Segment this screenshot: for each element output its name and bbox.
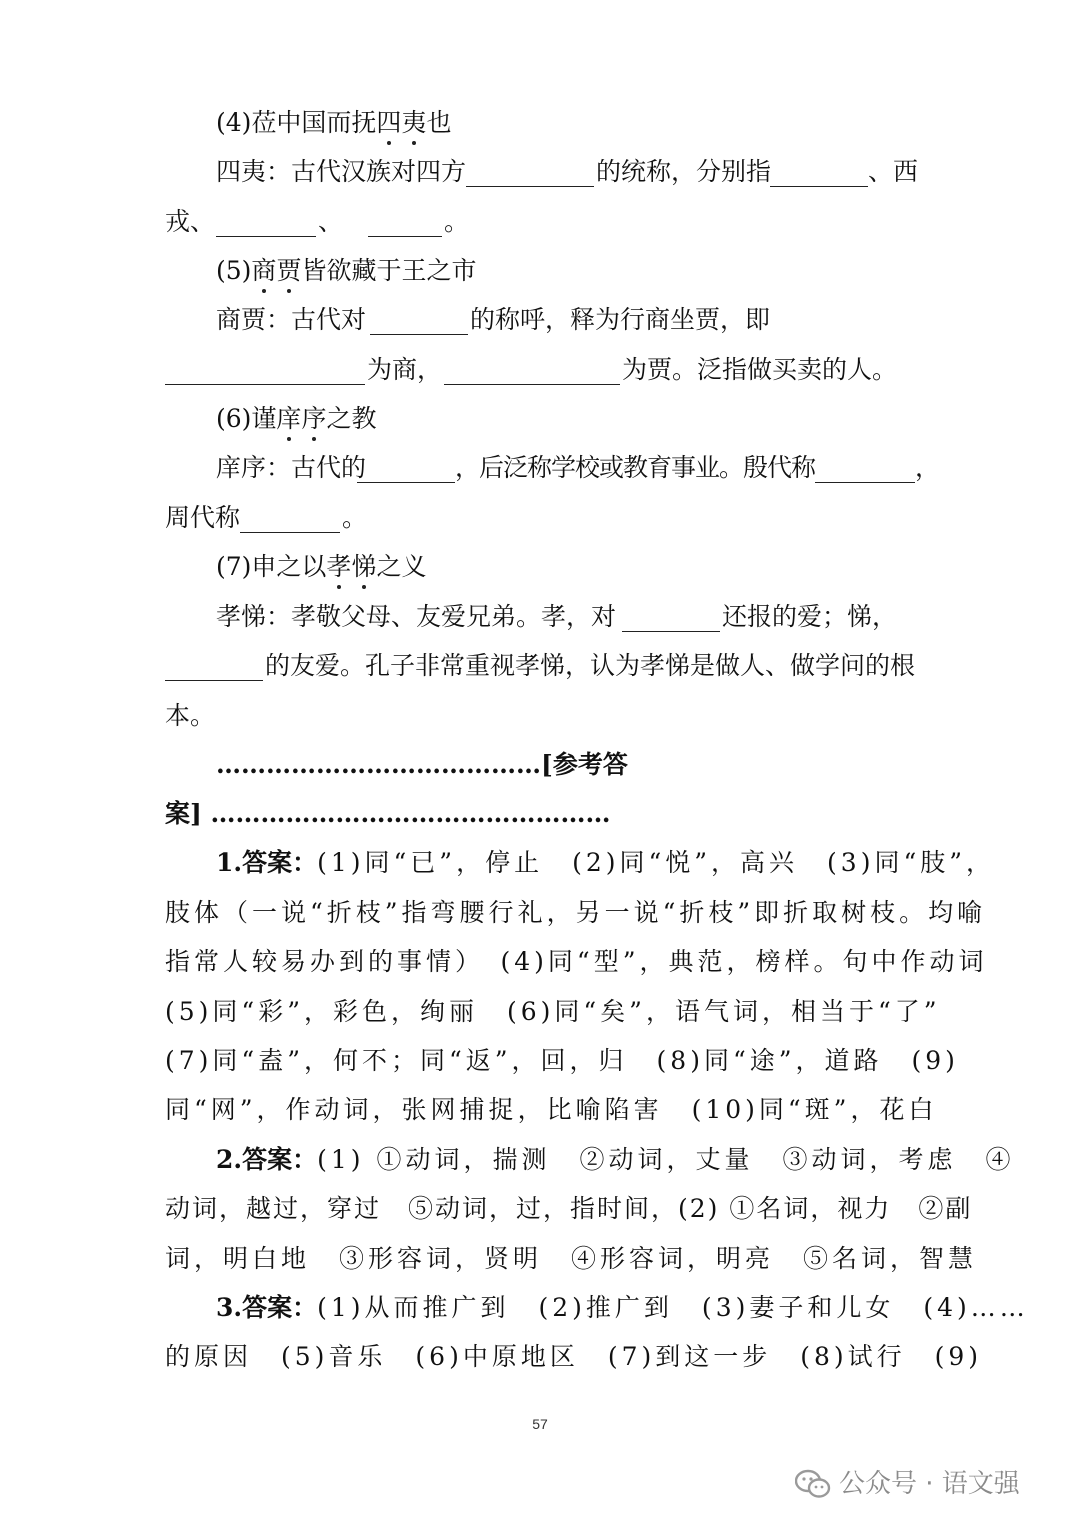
answer-divider-text: 案] ………………………………………… — [165, 799, 611, 828]
answer-divider-text: …………………………………[参考答 — [216, 750, 628, 779]
heading-text: 之义 — [376, 552, 427, 581]
fill-blank — [370, 334, 468, 335]
page-number: 57 — [532, 1416, 548, 1432]
fill-blank — [622, 631, 720, 632]
text-line — [0, 155, 1080, 189]
text-line — [0, 995, 1080, 1029]
text-line — [0, 699, 1080, 733]
wechat-icon — [795, 1469, 831, 1499]
text-segment: 的统称，分别指 — [596, 157, 772, 186]
fill-blank — [216, 236, 316, 237]
answer-1 — [0, 846, 1080, 880]
heading-text: 之教 — [326, 404, 377, 433]
text-segment: 四夷：古代汉族对四方 — [216, 157, 467, 186]
text-line — [0, 1093, 1080, 1127]
heading-text: (6)谨 — [216, 404, 277, 433]
text-segment: 为贾。泛指做买卖的人。 — [622, 355, 898, 384]
emphasis-char: 序 — [301, 402, 326, 436]
text-line — [0, 1192, 1080, 1226]
heading-text: (5) — [216, 256, 252, 285]
fill-blank — [770, 186, 868, 187]
text-segment: 的称呼，释为行商坐贾，即 — [470, 305, 771, 334]
heading-text: (4)莅中国而抚 — [216, 108, 377, 137]
fill-blank — [444, 384, 620, 385]
emphasis-char: 夷 — [401, 106, 426, 140]
answer-text: 肢体（一说“折枝”指弯腰行礼，另一说“折枝”即折取树枝。均喻 — [165, 898, 987, 927]
fill-blank — [240, 532, 340, 533]
text-segment: 戎、 — [165, 207, 216, 236]
fill-blank — [357, 482, 455, 483]
answer-text: (1)从而推广到 (2)推广到 (3)妻子和儿女 (4)…… — [317, 1293, 1029, 1322]
text-segment: 的友爱。孔子非常重视孝悌，认为孝悌是做人、做学问的根 — [265, 651, 916, 680]
emphasis-char: 商 — [251, 254, 276, 288]
text-segment: ， — [915, 453, 941, 482]
text-segment: 本。 — [165, 701, 216, 730]
watermark-text: 公众号 · 语文强 — [839, 1469, 1020, 1499]
answer-text: 的原因 (5)音乐 (6)中原地区 (7)到这一步 (8)试行 (9) — [165, 1342, 983, 1371]
answer-divider — [0, 748, 1080, 782]
text-line — [0, 945, 1080, 979]
text-segment: 庠序：古代的 — [216, 453, 367, 482]
fill-blank — [165, 680, 263, 681]
heading-text: 皆欲藏于王之市 — [301, 256, 477, 285]
emphasis-char: 悌 — [351, 550, 376, 584]
answer-text: (5)同“彩”，彩色，绚丽 (6)同“矣”，语气词，相当于“了” — [165, 997, 941, 1026]
text-segment: 为商， — [367, 355, 443, 384]
answer-text: (1)同“已”，停止 (2)同“悦”，高兴 (3)同“肢”， — [317, 848, 996, 877]
item-6-heading — [0, 402, 1080, 436]
text-line — [0, 600, 1080, 634]
text-line — [0, 303, 1080, 337]
fill-blank — [368, 236, 442, 237]
answer-label: 1.答案： — [216, 848, 318, 877]
text-line — [0, 896, 1080, 930]
emphasis-char: 四 — [376, 106, 401, 140]
answer-text: (7)同“盍”，何不；同“返”，回，归 (8)同“途”，道路 (9) — [165, 1046, 959, 1075]
text-line — [0, 1340, 1080, 1374]
item-4-heading — [0, 106, 1080, 140]
item-5-heading — [0, 254, 1080, 288]
text-line — [0, 501, 1080, 535]
fill-blank — [165, 384, 365, 385]
answer-text: 同“网”，作动词，张网捕捉，比喻陷害 (10)同“斑”，花白 — [165, 1095, 938, 1124]
answer-text: 词，明白地 ③形容词，贤明 ④形容词，明亮 ⑤名词，智慧 — [165, 1244, 978, 1273]
answer-text: 指常人较易办到的事情） (4)同“型”，典范，榜样。句中作动词 — [165, 947, 988, 976]
answer-label: 2.答案： — [216, 1145, 318, 1174]
text-segment: ，后泛称学校或教育事业。殷代称 — [455, 453, 816, 482]
text-line — [0, 649, 1080, 683]
text-line — [0, 1044, 1080, 1078]
text-segment: 。 — [444, 207, 470, 236]
item-7-heading — [0, 550, 1080, 584]
heading-text: (7)申之以 — [216, 552, 327, 581]
text-segment: 周代称 — [165, 503, 241, 532]
text-segment: 商贾：古代对 — [216, 305, 367, 334]
answer-2 — [0, 1143, 1080, 1177]
text-segment: 孝悌：孝敬父母、友爱兄弟。孝，对 — [216, 602, 617, 631]
text-segment: 。 — [342, 503, 368, 532]
heading-text: 也 — [426, 108, 452, 137]
fill-blank — [815, 482, 915, 483]
answer-label: 3.答案： — [216, 1293, 318, 1322]
emphasis-char: 贾 — [276, 254, 301, 288]
answer-divider — [0, 797, 1080, 831]
answer-text: 动词，越过，穿过 ⑤动词，过，指时间，(2) ①名词，视力 ②副 — [165, 1194, 973, 1223]
text-segment: 、 — [318, 207, 344, 236]
answer-text: (1) ①动词，揣测 ②动词，丈量 ③动词，考虑 ④ — [317, 1145, 1015, 1174]
text-line — [0, 205, 1080, 239]
text-line — [0, 353, 1080, 387]
text-line — [0, 1242, 1080, 1276]
text-segment: 、西 — [868, 157, 919, 186]
text-line — [0, 451, 1080, 485]
fill-blank — [466, 186, 594, 187]
answer-3 — [0, 1291, 1080, 1325]
text-segment: 还报的爱；悌， — [722, 602, 898, 631]
emphasis-char: 庠 — [276, 402, 301, 436]
emphasis-char: 孝 — [326, 550, 351, 584]
